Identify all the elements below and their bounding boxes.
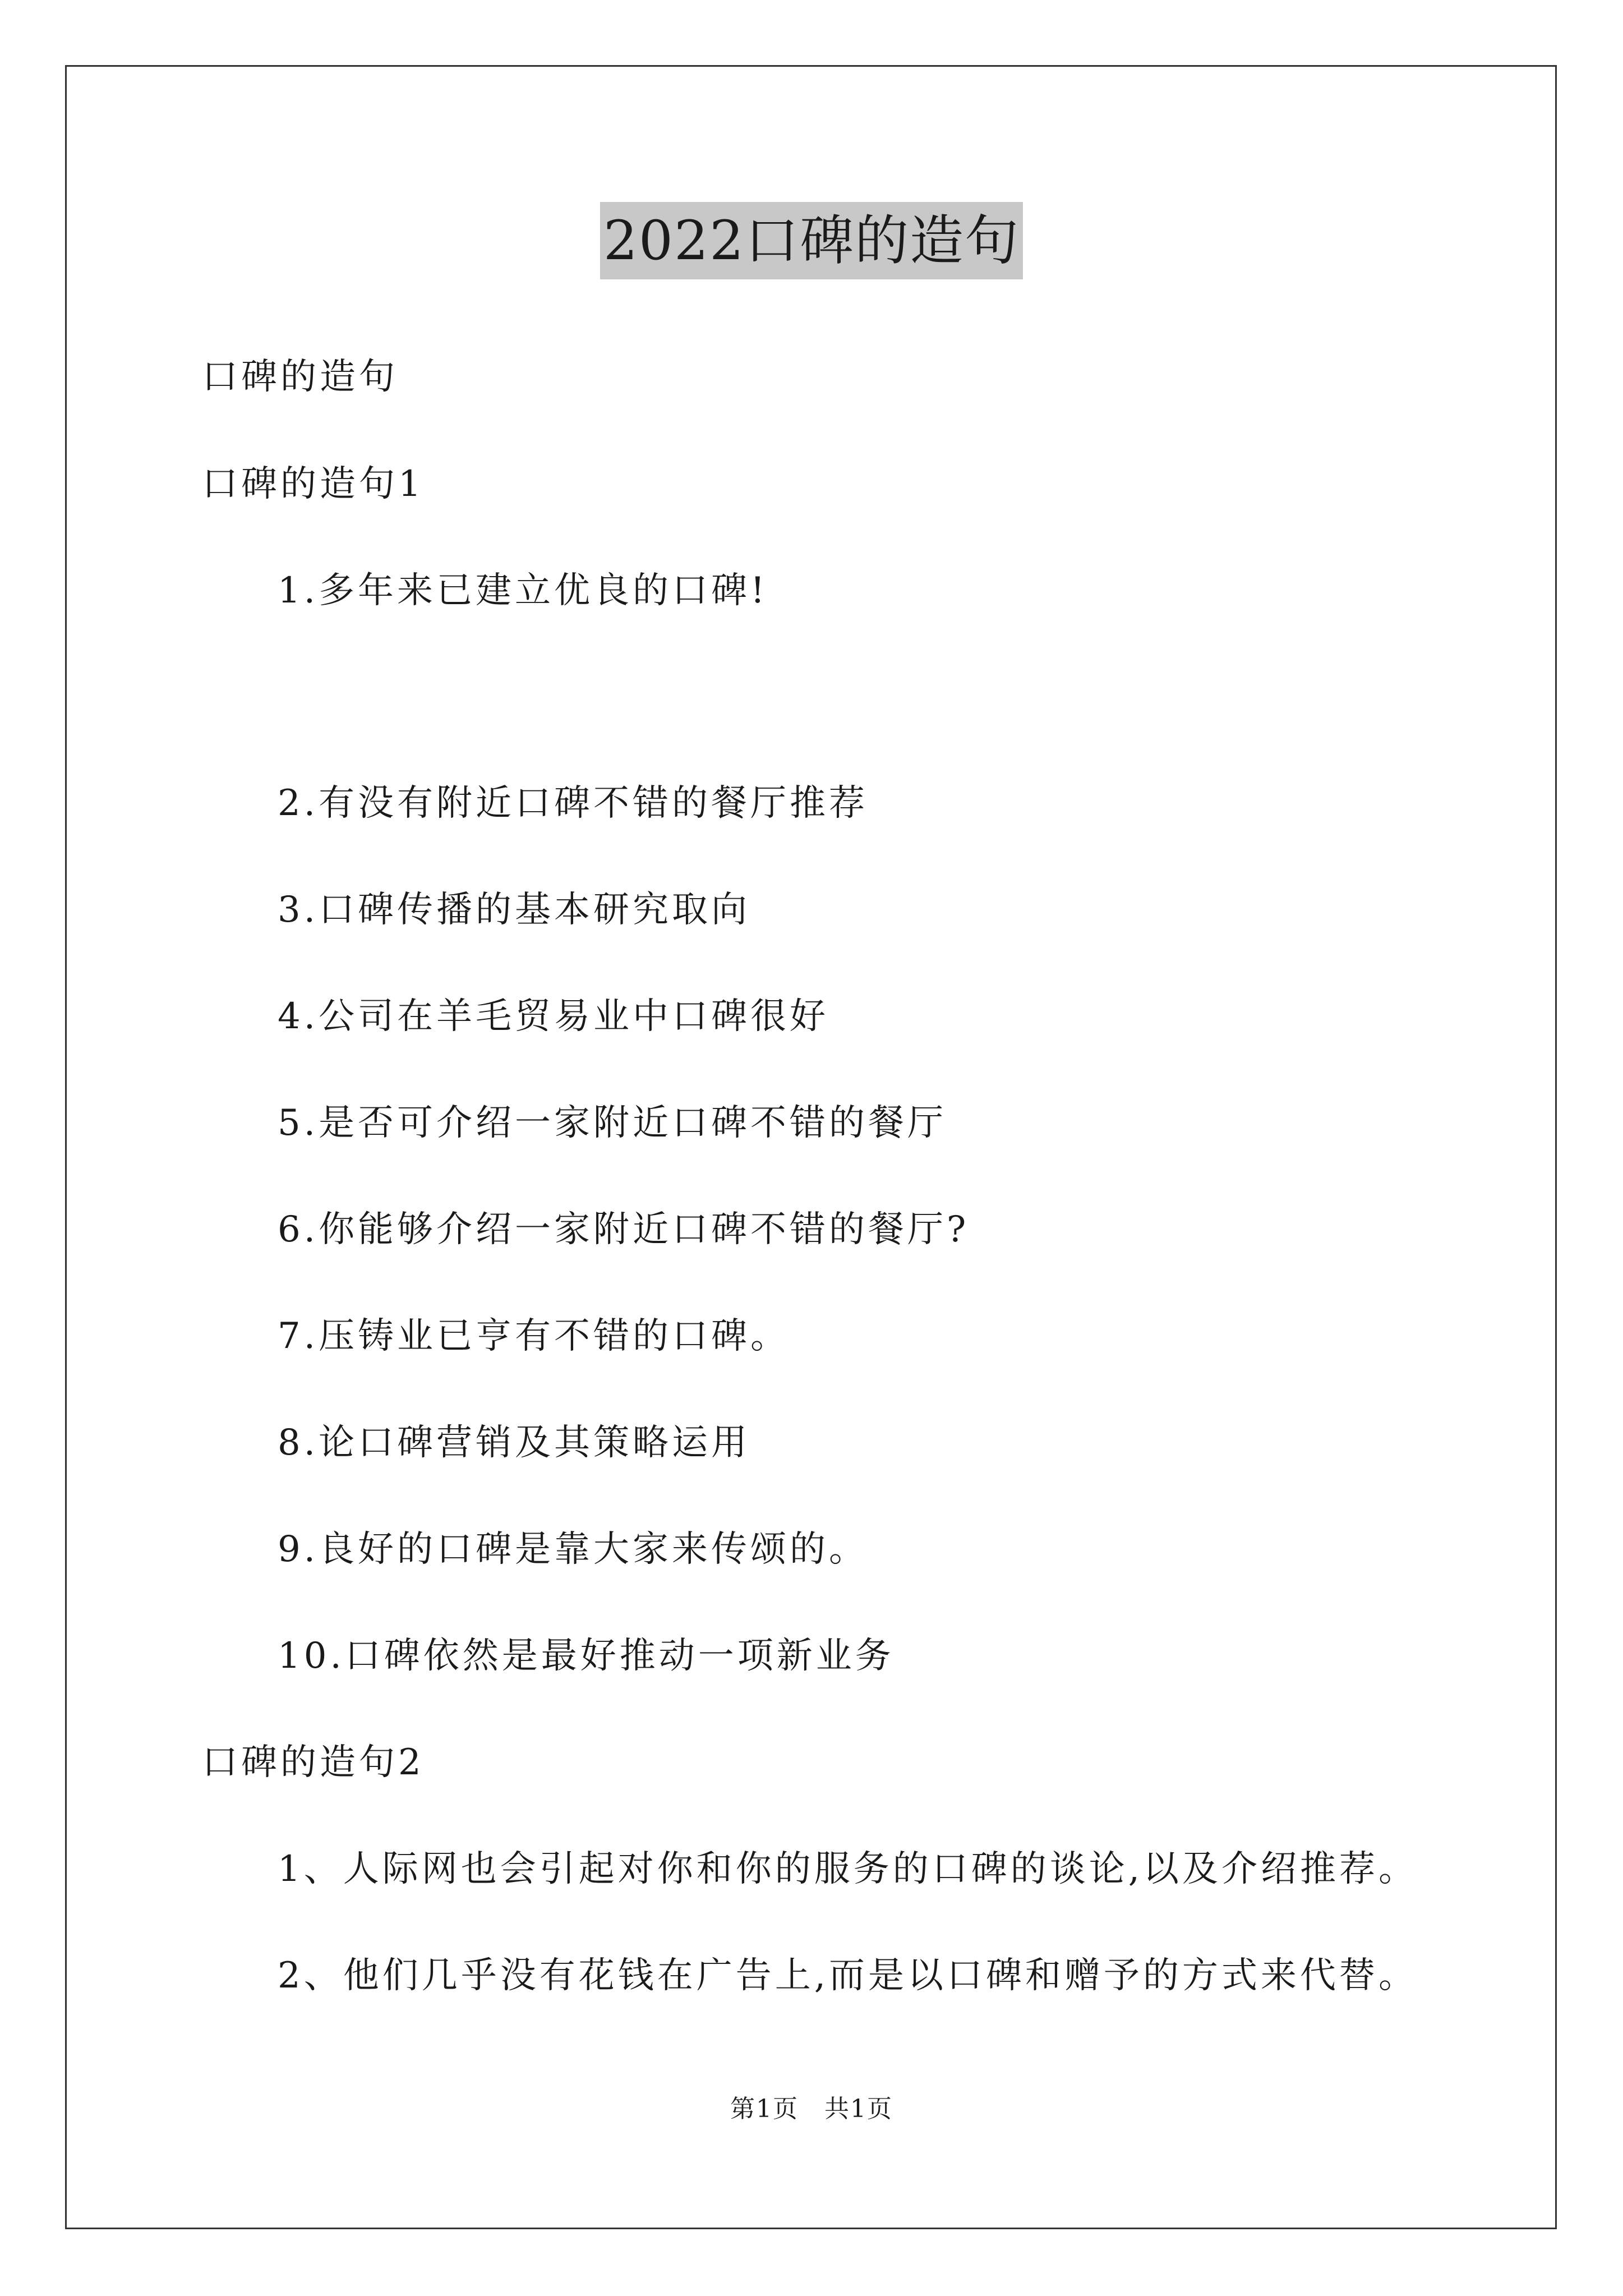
title-container	[0, 202, 1623, 279]
section-heading-1: 口碑的造句1	[202, 463, 425, 505]
section1-item: 7.压铸业已亨有不错的口碑。	[278, 1315, 790, 1357]
section2-item: 2、他们几乎没有花钱在广告上,而是以口碑和赠予的方式来代替。	[278, 1955, 1418, 1996]
page-footer: 第1页 共1页	[730, 2095, 893, 2123]
document-title: 2022口碑的造句	[600, 202, 1023, 279]
intro-heading: 口碑的造句	[202, 356, 398, 398]
section1-item: 6.你能够介绍一家附近口碑不错的餐厅?	[278, 1209, 970, 1250]
section1-item: 10.口碑依然是最好推动一项新业务	[278, 1635, 895, 1677]
section-heading-2: 口碑的造句2	[202, 1742, 425, 1783]
section2-item: 1、人际网也会引起对你和你的服务的口碑的谈论,以及介绍推荐。	[278, 1848, 1418, 1890]
section1-item: 9.良好的口碑是靠大家来传颂的。	[278, 1529, 869, 1570]
section1-item: 1.多年来已建立优良的口碑!	[278, 570, 768, 611]
section1-item: 8.论口碑营销及其策略运用	[278, 1422, 751, 1464]
section1-item: 2.有没有附近口碑不错的餐厅推荐	[278, 783, 869, 824]
section1-item: 3.口碑传播的基本研究取向	[278, 889, 751, 931]
section1-item: 4.公司在羊毛贸易业中口碑很好	[278, 996, 829, 1037]
section1-item: 5.是否可介绍一家附近口碑不错的餐厅	[278, 1102, 947, 1144]
